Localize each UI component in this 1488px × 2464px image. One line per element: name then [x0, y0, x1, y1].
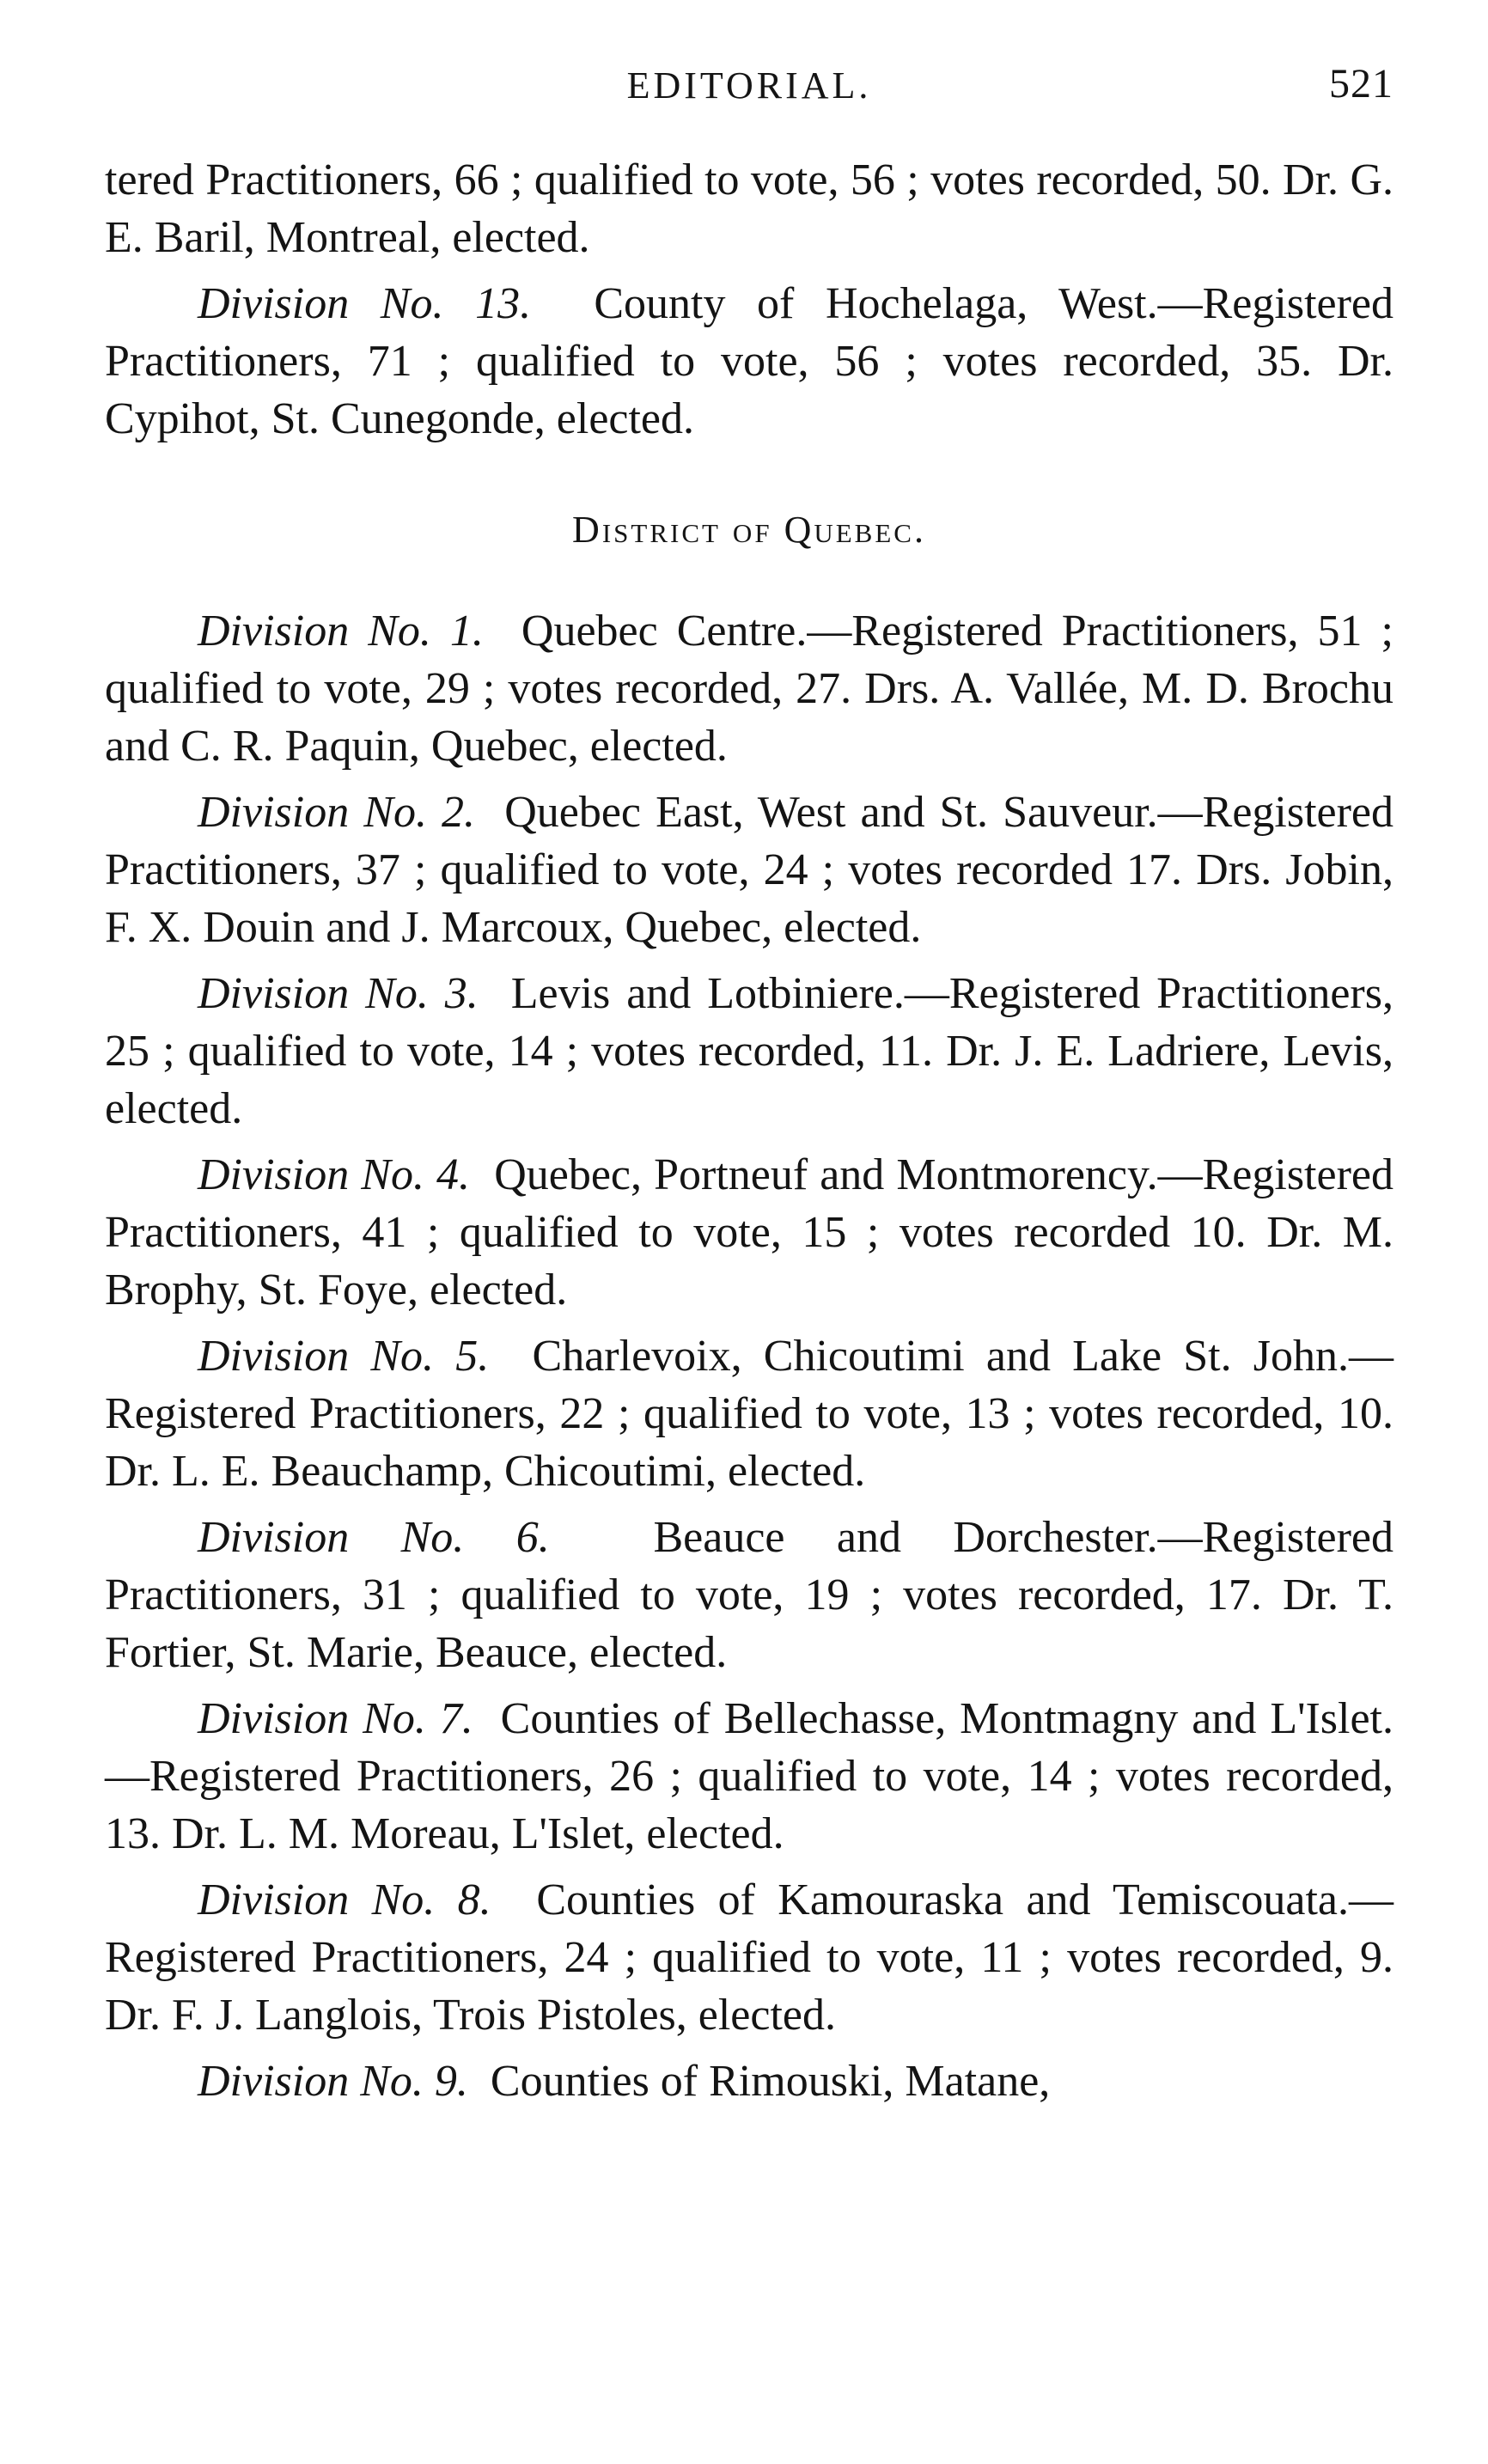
division-label: Division No. 1.: [198, 607, 484, 656]
division-label: Division No. 9.: [198, 2057, 468, 2106]
paragraph-continued: [105, 151, 1393, 266]
paragraph-text: Quebec Centre.—Registered Practitioners, 51 ; qualified to vote, 29 ; votes recorded, 27. Drs. A. Vallée, M. D. Brochu and C. R. Paquin, Quebec, elected.: [105, 607, 1393, 771]
division-label: Division No. 8.: [198, 1875, 491, 1924]
paragraph-division: [105, 1871, 1393, 2044]
paragraph-division: [105, 965, 1393, 1137]
paragraph-text: Quebec, Portneuf and Montmorency.—Registered Practitioners, 41 ; qualified to vote, 15 ; votes recorded 10. Dr. M. Brophy, St. Foye, elected.: [105, 1150, 1393, 1314]
division-label: Division No. 4.: [198, 1150, 471, 1199]
running-head: [105, 61, 1393, 115]
division-label: Division No. 6.: [198, 1513, 550, 1562]
paragraph-text: tered Practitioners, 66 ; qualified to vote, 56 ; votes recorded, 50. Dr. G. E. Baril, Montreal, elected.: [105, 156, 1393, 262]
running-title: EDITORIAL.: [626, 64, 872, 107]
paragraph-text: Counties of Bellechasse, Montmagny and L'Islet.—Registered Practitioners, 26 ; qualified to vote, 14 ; votes recorded, 13. Dr. L. M. Moreau, L'Islet, elected.: [105, 1694, 1393, 1858]
paragraph-text: Counties of Kamouraska and Temiscouata.—Registered Practitioners, 24 ; qualified to vote, 11 ; votes recorded, 9. Dr. F. J. Langlois, Trois Pistoles, elected.: [105, 1875, 1393, 2040]
paragraph-division: [105, 2052, 1393, 2110]
paragraph-division: [105, 784, 1393, 956]
division-label: Division No. 2.: [198, 788, 476, 837]
paragraph-text: Beauce and Dorchester.—Registered Practitioners, 31 ; qualified to vote, 19 ; votes recorded, 17. Dr. T. Fortier, St. Marie, Beauce, elected.: [105, 1513, 1393, 1677]
paragraph-division: [105, 275, 1393, 448]
paragraph-text: Charlevoix, Chicoutimi and Lake St. John.—Registered Practitioners, 22 ; qualified to vote, 13 ; votes recorded, 10. Dr. L. E. Beauchamp, Chicoutimi, elected.: [105, 1332, 1393, 1496]
paragraph-division: [105, 1509, 1393, 1681]
division-label: Division No. 7.: [198, 1694, 473, 1743]
book-page: [105, 0, 1393, 2464]
paragraph-division: [105, 1146, 1393, 1319]
paragraph-text: County of Hochelaga, West.—Registered Practitioners, 71 ; qualified to vote, 56 ; votes recorded, 35. Dr. Cypihot, St. Cunegonde, elected.: [105, 279, 1393, 443]
division-label: Division No. 5.: [198, 1332, 490, 1381]
paragraph-division: [105, 1690, 1393, 1863]
paragraph-text: Levis and Lotbiniere.—Registered Practitioners, 25 ; qualified to vote, 14 ; votes recorded, 11. Dr. J. E. Ladriere, Levis, elected.: [105, 969, 1393, 1133]
paragraph-text: Counties of Rimouski, Matane,: [490, 2057, 1051, 2106]
division-label: Division No. 3.: [198, 969, 479, 1018]
paragraph-text: Quebec East, West and St. Sauveur.—Registered Practitioners, 37 ; qualified to vote, 24 ; votes recorded 17. Drs. Jobin, F. X. Douin and J. Marcoux, Quebec, elected.: [105, 788, 1394, 952]
paragraph-division: [105, 1327, 1393, 1500]
division-label: Division No. 13.: [198, 279, 532, 328]
paragraph-division: [105, 602, 1393, 775]
body-text: [105, 151, 1393, 2119]
section-heading: District of Quebec.: [572, 509, 926, 551]
page-number: 521: [1329, 61, 1393, 107]
